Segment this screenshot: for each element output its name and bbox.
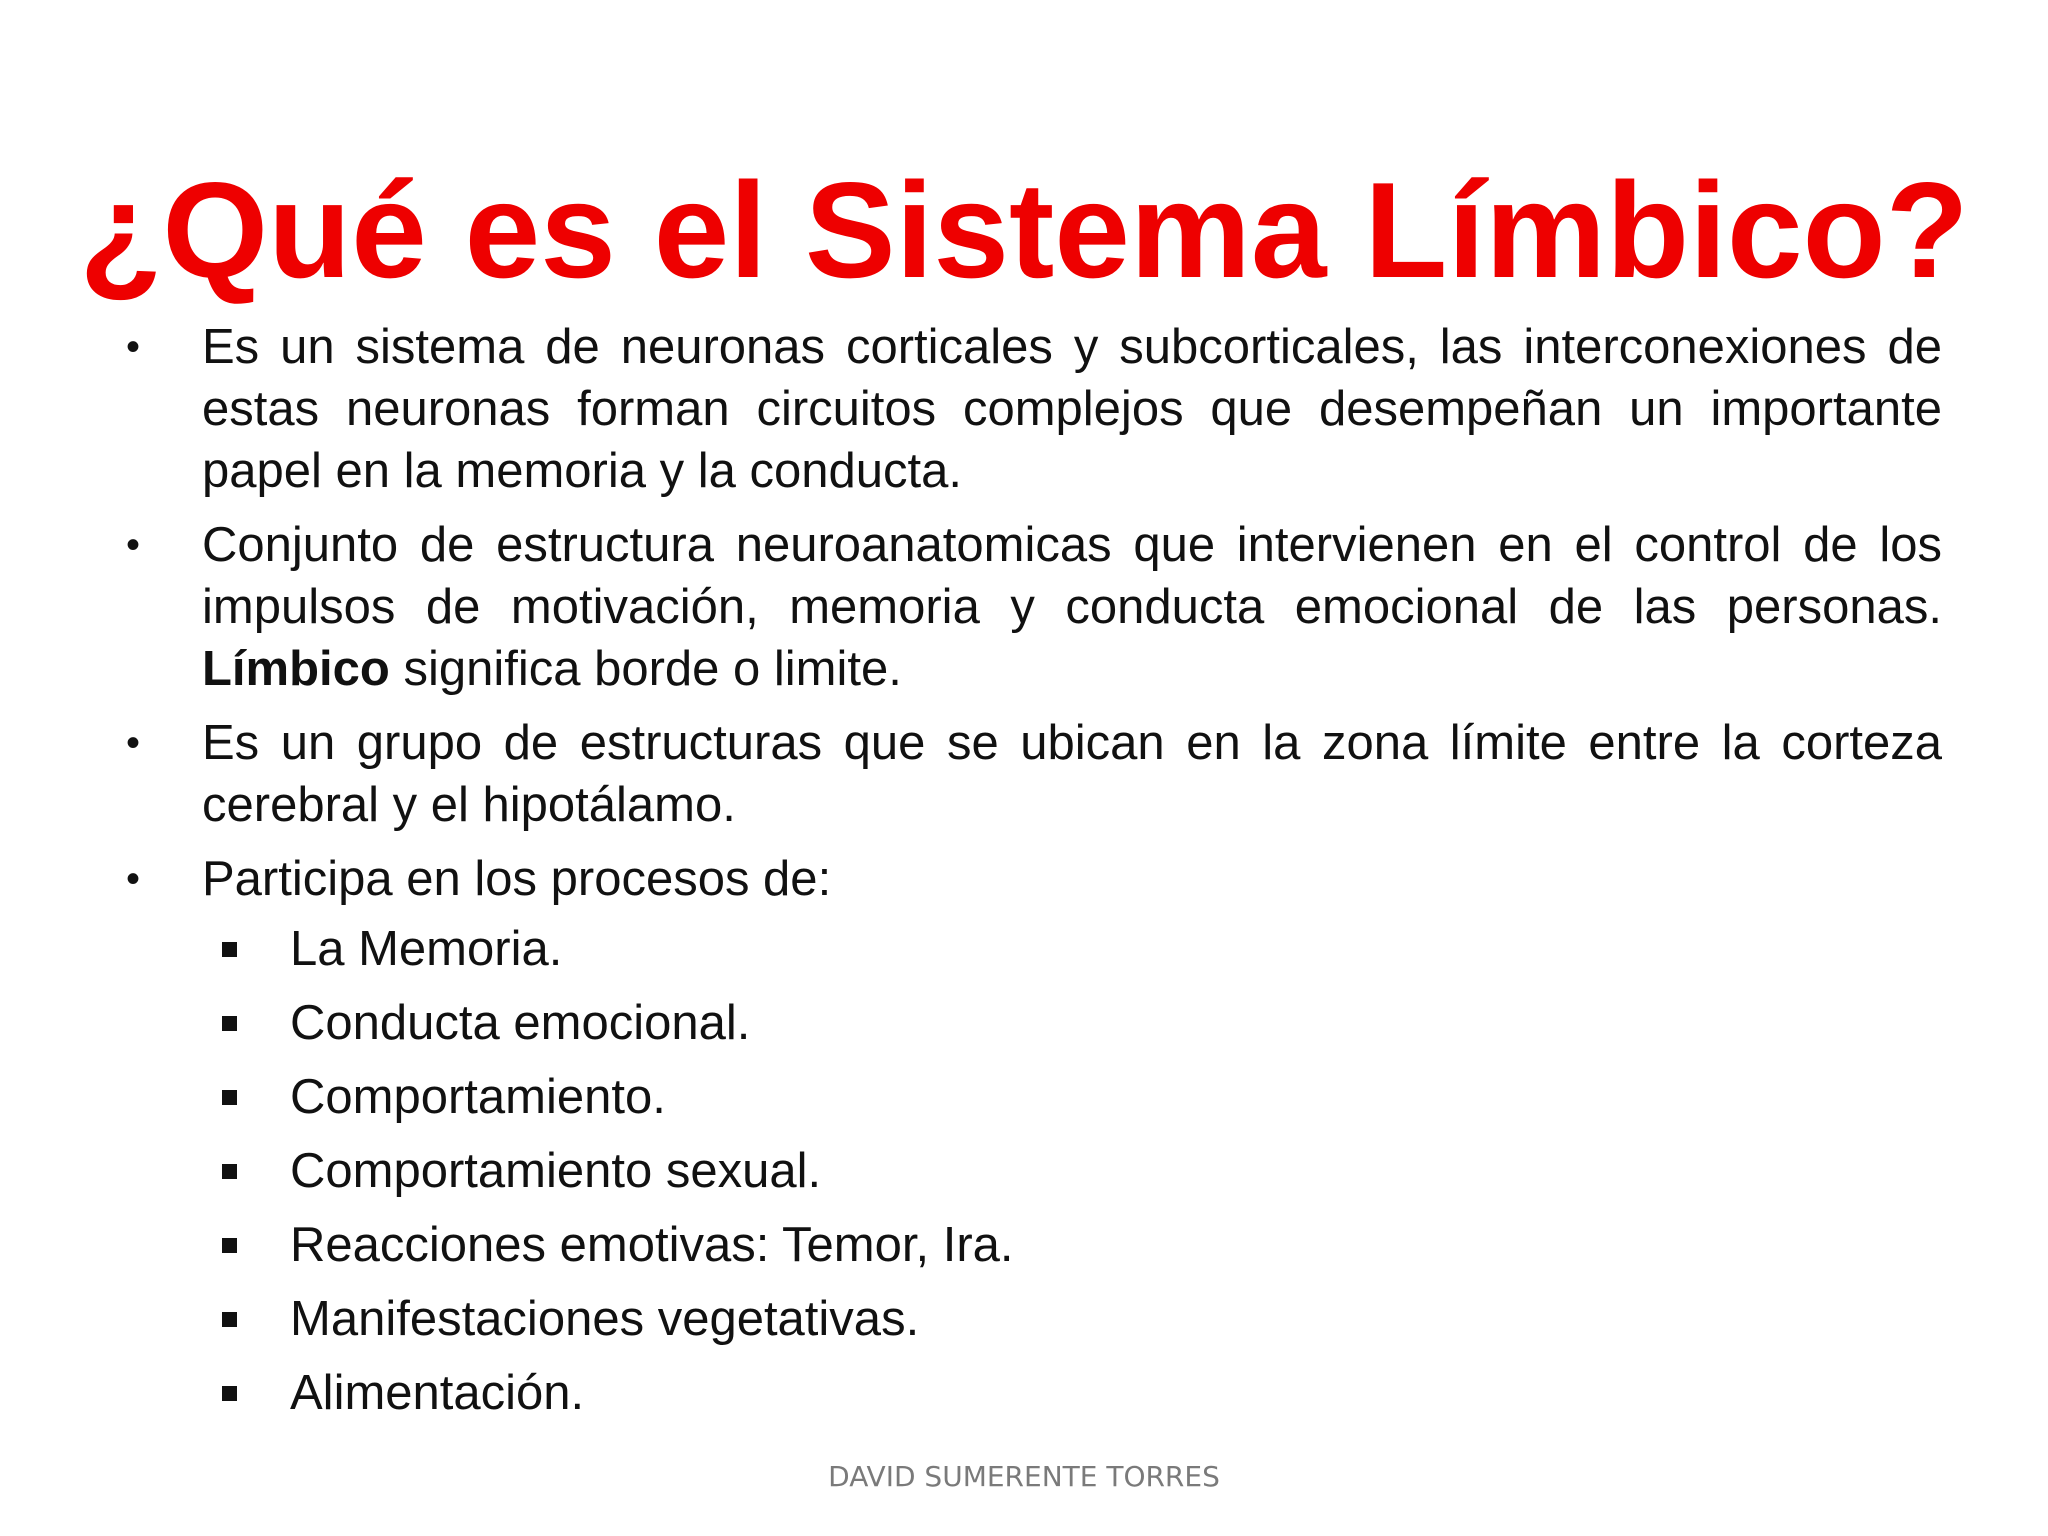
sub-bullet-text: La Memoria. (290, 922, 563, 976)
bullet-text: significa borde o limite. (389, 642, 902, 696)
bullet-text: Conjunto de estructura neuroanatomicas que intervienen en el control de los impulsos de motivación, memoria y conducta emocional de las personas. (202, 518, 1942, 634)
bullet-bold-term: Límbico (202, 642, 390, 696)
slide-title: ¿Qué es el Sistema Límbico? (79, 154, 1969, 306)
sub-bullet-item (202, 1362, 1942, 1424)
sub-bullet-text: Conducta emocional. (290, 996, 751, 1050)
sub-bullet-list (202, 918, 1942, 1424)
sub-bullet-item (202, 918, 1942, 980)
square-bullet-icon (222, 1016, 237, 1031)
sub-bullet-item (202, 992, 1942, 1054)
bullet-text: Es un grupo de estructuras que se ubican en la zona límite entre la corteza cerebral y el hipotálamo. (202, 716, 1942, 832)
bullet-text: Es un sistema de neuronas corticales y subcorticales, las interconexiones de estas neuronas forman circuitos complejos que desempeñan un importante papel en la memoria y la conducta. (202, 320, 1942, 498)
bullet-marker: • (126, 523, 141, 567)
square-bullet-icon (222, 1312, 237, 1327)
bullet-text: Participa en los procesos de: (202, 852, 832, 906)
bullet-marker: • (126, 721, 141, 765)
slide-footer: DAVID SUMERENTE TORRES (828, 1460, 1220, 1493)
bullet-item (112, 514, 1942, 700)
bullet-item (112, 316, 1942, 502)
bullet-item (112, 848, 1942, 1424)
sub-bullet-text: Comportamiento sexual. (290, 1144, 822, 1198)
bullet-item (112, 712, 1942, 836)
bullet-marker: • (126, 325, 141, 369)
square-bullet-icon (222, 942, 237, 957)
sub-bullet-item (202, 1214, 1942, 1276)
square-bullet-icon (222, 1164, 237, 1179)
bullet-marker: • (126, 857, 141, 901)
sub-bullet-text: Comportamiento. (290, 1070, 666, 1124)
sub-bullet-text: Alimentación. (290, 1366, 585, 1420)
sub-bullet-item (202, 1140, 1942, 1202)
square-bullet-icon (222, 1238, 237, 1253)
bullet-list (112, 316, 1942, 1436)
sub-bullet-item (202, 1288, 1942, 1350)
sub-bullet-item (202, 1066, 1942, 1128)
sub-bullet-text: Manifestaciones vegetativas. (290, 1292, 920, 1346)
square-bullet-icon (222, 1386, 237, 1401)
square-bullet-icon (222, 1090, 237, 1105)
sub-bullet-text: Reacciones emotivas: Temor, Ira. (290, 1218, 1014, 1272)
